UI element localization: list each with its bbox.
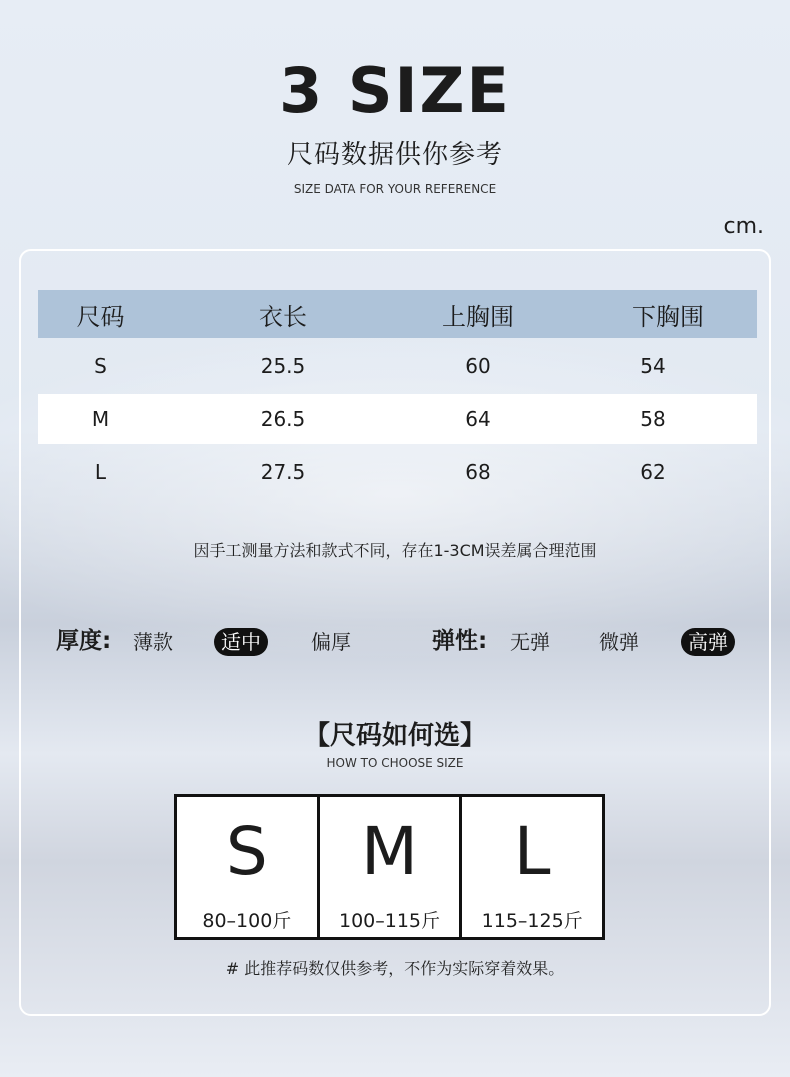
- cell-lower-chest: 62: [640, 460, 666, 484]
- measurement-note: 因手工测量方法和款式不同，存在1-3CM误差属合理范围: [193, 541, 597, 560]
- subtitle-chinese: 尺码数据供你参考: [286, 140, 503, 170]
- thickness-option-medium-selected: 适中: [214, 628, 268, 656]
- subtitle-english: SIZE DATA FOR YOUR REFERENCE: [293, 182, 497, 196]
- thickness-option-thick: 偏厚: [311, 630, 351, 654]
- cell-size: S: [94, 354, 107, 378]
- size-guide: [174, 794, 605, 940]
- size-letter: S: [225, 813, 268, 890]
- size-guide-card-m: [320, 797, 463, 937]
- size-guide-card-s: [177, 797, 320, 937]
- table-row: [38, 338, 757, 394]
- header-length: 衣长: [259, 302, 307, 331]
- size-table: [38, 290, 757, 500]
- cell-length: 27.5: [260, 460, 306, 484]
- cell-upper-chest: 60: [465, 354, 491, 378]
- how-to-choose-subtitle: HOW TO CHOOSE SIZE: [326, 756, 464, 770]
- cell-lower-chest: 54: [640, 354, 666, 378]
- cell-length: 26.5: [260, 407, 306, 431]
- weight-range: 100–115斤: [338, 910, 441, 932]
- recommendation-footnote: # 此推荐码数仅供参考，不作为实际穿着效果。: [225, 959, 565, 978]
- elasticity-option-slight: 微弹: [599, 630, 639, 654]
- header-size: 尺码: [76, 302, 125, 331]
- elasticity-option-high-selected: 高弹: [681, 628, 735, 656]
- cell-size: M: [91, 407, 110, 431]
- how-to-choose-title: 【尺码如何选】: [303, 721, 486, 751]
- header-lower-chest: 下胸围: [632, 302, 704, 331]
- table-row: [38, 394, 757, 444]
- header-upper-chest: 上胸围: [442, 302, 514, 331]
- size-letter: L: [513, 813, 551, 890]
- thickness-label: 厚度:: [56, 628, 112, 654]
- cell-upper-chest: 68: [465, 460, 491, 484]
- size-letter: M: [361, 813, 418, 890]
- weight-range: 80–100斤: [202, 910, 292, 932]
- elasticity-option-none: 无弹: [510, 630, 550, 654]
- weight-range: 115–125斤: [481, 910, 583, 932]
- table-header-row: [38, 290, 757, 338]
- size-guide-card-l: [462, 797, 602, 937]
- cell-length: 25.5: [260, 354, 306, 378]
- page-title: 3 SIZE: [279, 54, 511, 127]
- thickness-option-thin: 薄款: [133, 630, 173, 654]
- table-row: [38, 444, 757, 500]
- unit-label: cm.: [723, 214, 764, 239]
- cell-size: L: [94, 460, 107, 484]
- cell-lower-chest: 58: [640, 407, 666, 431]
- cell-upper-chest: 64: [465, 407, 491, 431]
- elasticity-label: 弹性:: [432, 628, 488, 654]
